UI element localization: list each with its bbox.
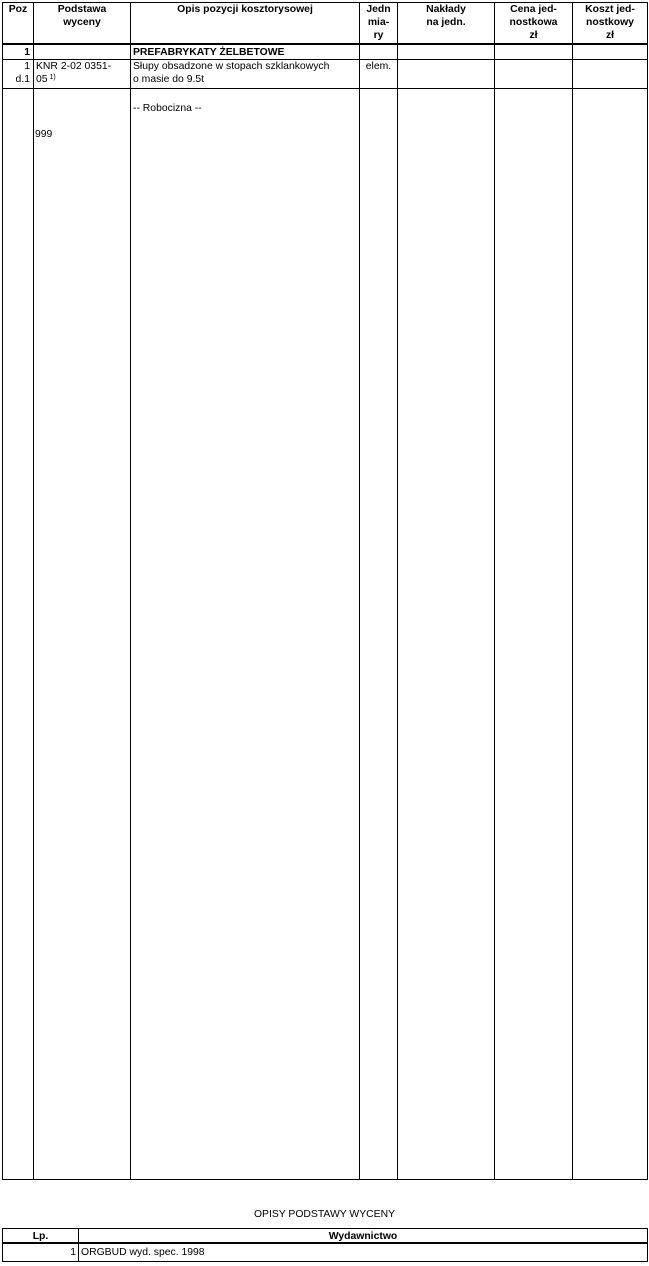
position-unit: elem.: [365, 61, 392, 72]
position-description: Słupy obsadzone w stopach szklankowych: [133, 61, 330, 72]
position-basis: KNR 2-02 0351-: [36, 61, 112, 72]
labour-label: -- Robocizna --: [133, 103, 202, 114]
opisy-header: [3, 1229, 647, 1244]
header-poz: Poz: [8, 4, 28, 15]
header-quantity: Nakłady na jedn.: [426, 4, 466, 28]
resource-code: 999: [35, 129, 53, 140]
position-description: o masie do 9.5t: [133, 74, 205, 85]
superscript: 1): [47, 74, 56, 81]
opisy-table: [2, 1228, 648, 1262]
opisy-header-wydawnictwo: Wydawnictwo: [328, 1231, 398, 1242]
section-number: 1: [24, 47, 30, 58]
cost-estimate-table: [2, 2, 648, 1180]
section-title: PREFABRYKATY ŻELBETOWE: [133, 47, 285, 58]
header-basis: Podstawa wyceny: [57, 4, 107, 28]
opisy-title: OPISY PODSTAWY WYCENY: [253, 1209, 396, 1220]
header-unit-price: Cena jed- nostkowa zł: [509, 4, 558, 41]
position-basis: 05 $^{1)}$: [36, 74, 56, 85]
position-number: 1: [24, 61, 30, 72]
header-description: Opis pozycji kosztorysowej: [177, 4, 313, 15]
table-row: [3, 1246, 647, 1260]
opisy-lp: 1: [70, 1247, 76, 1258]
header-unit-cost: Koszt jed- nostkowy zł: [585, 4, 635, 41]
position-chapter: d.1: [15, 74, 30, 85]
opisy-publisher: ORGBUD wyd. spec. 1998: [81, 1247, 205, 1258]
header-unit: Jedn mia- ry: [366, 4, 391, 41]
opisy-header-lp: Lp.: [32, 1231, 49, 1242]
table-header: [3, 3, 647, 45]
